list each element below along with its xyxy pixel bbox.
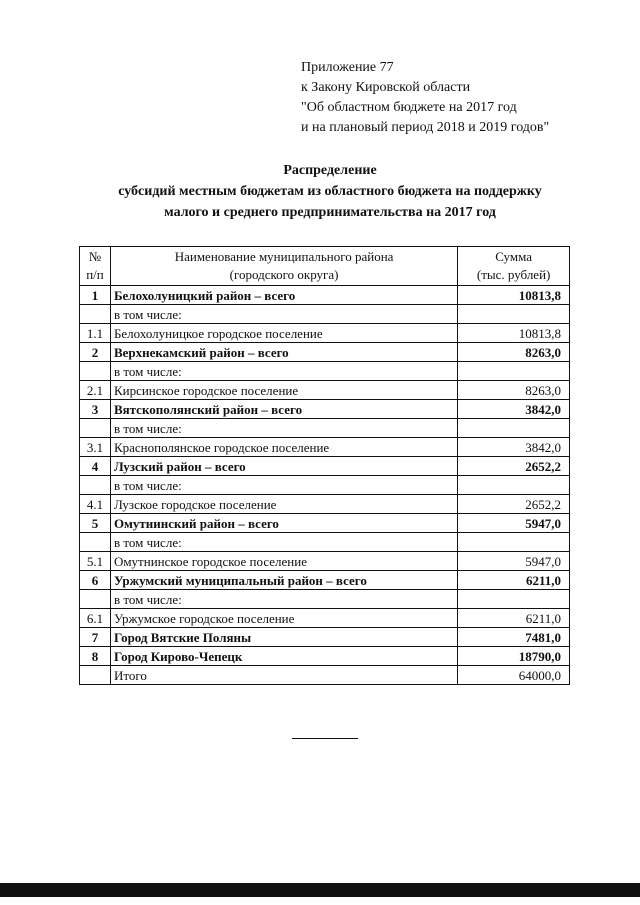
table-row bbox=[80, 381, 570, 400]
row-name: в том числе: bbox=[110, 362, 457, 381]
table-row bbox=[80, 666, 570, 685]
row-name: Краснополянское городское поселение bbox=[110, 438, 457, 457]
row-number bbox=[80, 362, 111, 381]
heading-title: Распределение bbox=[283, 163, 377, 178]
row-name: Кирсинское городское поселение bbox=[110, 381, 457, 400]
row-sum: 10813,8 bbox=[458, 286, 570, 305]
table-body bbox=[80, 286, 570, 685]
row-sum: 2652,2 bbox=[458, 495, 570, 514]
row-sum: 8263,0 bbox=[458, 381, 570, 400]
row-name: в том числе: bbox=[110, 305, 457, 324]
scan-edge-bar bbox=[0, 883, 640, 897]
header-sum-line1: Сумма bbox=[495, 249, 533, 264]
row-sum bbox=[458, 533, 570, 552]
row-number bbox=[80, 476, 111, 495]
table-row bbox=[80, 286, 570, 305]
row-name: в том числе: bbox=[110, 476, 457, 495]
table-row bbox=[80, 324, 570, 343]
heading-subtitle-2: малого и среднего предпринимательства на 2017 год bbox=[164, 205, 496, 220]
row-sum: 2652,2 bbox=[458, 457, 570, 476]
row-sum bbox=[458, 590, 570, 609]
row-name: Вятскополянский район – всего bbox=[110, 400, 457, 419]
header-name-line1: Наименование муниципального района bbox=[174, 249, 394, 264]
table-row bbox=[80, 343, 570, 362]
table-row bbox=[80, 438, 570, 457]
table-row bbox=[80, 552, 570, 571]
header-name bbox=[110, 247, 457, 286]
row-number bbox=[80, 533, 111, 552]
signature-line bbox=[292, 738, 358, 739]
row-name: Итого bbox=[110, 666, 457, 685]
row-name: Город Вятские Поляны bbox=[110, 628, 457, 647]
row-sum: 10813,8 bbox=[458, 324, 570, 343]
row-name: в том числе: bbox=[110, 419, 457, 438]
table-row bbox=[80, 609, 570, 628]
header-sum bbox=[458, 247, 570, 286]
row-name: Белохолуницкое городское поселение bbox=[110, 324, 457, 343]
table-row bbox=[80, 628, 570, 647]
row-sum: 8263,0 bbox=[458, 343, 570, 362]
row-name: Лузское городское поселение bbox=[110, 495, 457, 514]
header-number-line2: п/п bbox=[86, 267, 104, 282]
row-sum: 5947,0 bbox=[458, 552, 570, 571]
table-row bbox=[80, 457, 570, 476]
table-row bbox=[80, 362, 570, 381]
table-row bbox=[80, 533, 570, 552]
appendix-law-title: "Об областном бюджете на 2017 год bbox=[301, 100, 517, 115]
row-number: 3.1 bbox=[80, 438, 111, 457]
heading-subtitle-1: субсидий местным бюджетам из областного бюджета на поддержку bbox=[118, 184, 542, 199]
row-sum: 18790,0 bbox=[458, 647, 570, 666]
row-number bbox=[80, 590, 111, 609]
row-number bbox=[80, 666, 111, 685]
appendix-law: к Закону Кировской области bbox=[301, 80, 471, 95]
row-sum: 3842,0 bbox=[458, 400, 570, 419]
row-sum: 6211,0 bbox=[458, 571, 570, 590]
header-number bbox=[80, 247, 111, 286]
row-number: 1.1 bbox=[80, 324, 111, 343]
subsidy-table bbox=[79, 246, 570, 685]
table-row bbox=[80, 514, 570, 533]
row-number bbox=[80, 305, 111, 324]
row-number: 6 bbox=[80, 571, 111, 590]
row-name: Белохолуницкий район – всего bbox=[110, 286, 457, 305]
table-row bbox=[80, 647, 570, 666]
row-sum bbox=[458, 419, 570, 438]
row-name: Уржумский муниципальный район – всего bbox=[110, 571, 457, 590]
row-number: 8 bbox=[80, 647, 111, 666]
row-sum: 64000,0 bbox=[458, 666, 570, 685]
row-sum bbox=[458, 476, 570, 495]
row-name: Уржумское городское поселение bbox=[110, 609, 457, 628]
table-header-row bbox=[80, 247, 570, 286]
row-number: 4.1 bbox=[80, 495, 111, 514]
row-sum: 7481,0 bbox=[458, 628, 570, 647]
row-sum bbox=[458, 305, 570, 324]
row-name: в том числе: bbox=[110, 533, 457, 552]
row-sum: 3842,0 bbox=[458, 438, 570, 457]
row-sum: 6211,0 bbox=[458, 609, 570, 628]
appendix-law-period: и на плановый период 2018 и 2019 годов" bbox=[301, 120, 550, 135]
row-number: 2 bbox=[80, 343, 111, 362]
table-row bbox=[80, 590, 570, 609]
row-number: 3 bbox=[80, 400, 111, 419]
table-row bbox=[80, 305, 570, 324]
row-number: 5.1 bbox=[80, 552, 111, 571]
row-number: 6.1 bbox=[80, 609, 111, 628]
row-number: 4 bbox=[80, 457, 111, 476]
row-number: 7 bbox=[80, 628, 111, 647]
document-heading bbox=[60, 160, 600, 223]
table-row bbox=[80, 495, 570, 514]
row-number bbox=[80, 419, 111, 438]
row-name: Город Кирово-Чепецк bbox=[110, 647, 457, 666]
table-row bbox=[80, 419, 570, 438]
header-number-line1: № bbox=[88, 249, 102, 264]
row-number: 5 bbox=[80, 514, 111, 533]
row-number: 2.1 bbox=[80, 381, 111, 400]
row-number: 1 bbox=[80, 286, 111, 305]
row-name: в том числе: bbox=[110, 590, 457, 609]
row-name: Верхнекамский район – всего bbox=[110, 343, 457, 362]
appendix-block bbox=[301, 58, 549, 138]
header-name-line2: (городского округа) bbox=[229, 267, 339, 282]
row-name: Омутнинское городское поселение bbox=[110, 552, 457, 571]
row-sum bbox=[458, 362, 570, 381]
appendix-number: Приложение 77 bbox=[301, 60, 394, 75]
table-row bbox=[80, 571, 570, 590]
row-name: Лузский район – всего bbox=[110, 457, 457, 476]
table-row bbox=[80, 476, 570, 495]
row-sum: 5947,0 bbox=[458, 514, 570, 533]
row-name: Омутнинский район – всего bbox=[110, 514, 457, 533]
table-row bbox=[80, 400, 570, 419]
header-sum-line2: (тыс. рублей) bbox=[476, 267, 551, 282]
